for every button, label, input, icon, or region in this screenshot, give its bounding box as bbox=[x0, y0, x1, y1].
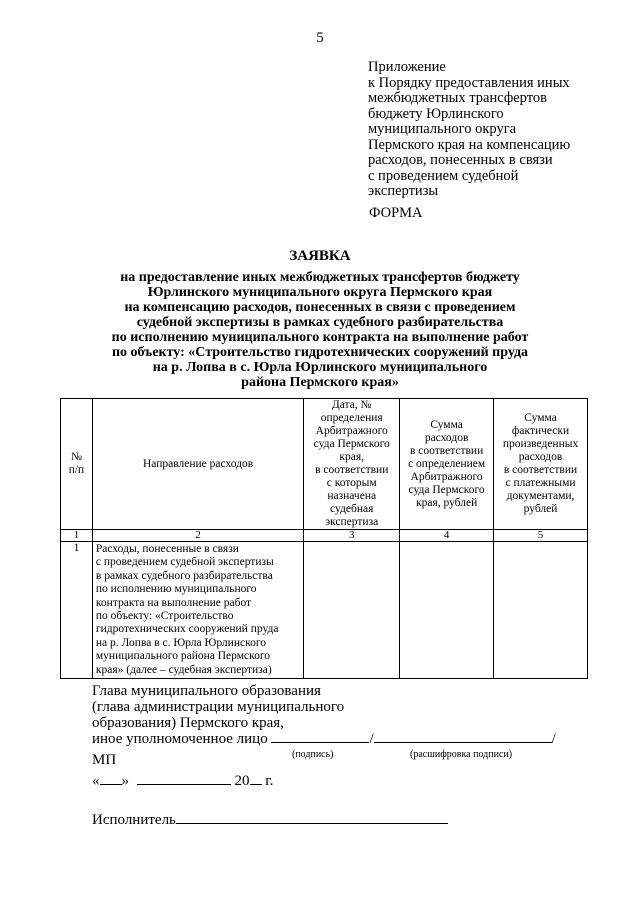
executor-label: Исполнитель bbox=[92, 812, 176, 828]
appendix-line: Приложение bbox=[368, 59, 446, 75]
date-line bbox=[92, 773, 273, 790]
subtitle-line: на р. Лопва в с. Юрла Юрлинского муниципального bbox=[152, 360, 488, 375]
year-field[interactable] bbox=[250, 784, 262, 785]
appendix-line: Пермского края на компенсацию bbox=[368, 136, 571, 153]
row-description: Расходы, понесенные в связи с проведением судебной экспертизы в рамках судебного разбирательства по исполнению муниципального контракта на выполнение работ по объекту: «Строительство гидротехнических сооружений пруда на р. Лопва в с. Юрла Юрлинского муниципального района Пермского края» (далее – судебная экспертиза) bbox=[92, 542, 303, 679]
signer-label: иное уполномоченное лицо bbox=[92, 731, 268, 747]
appendix-line: муниципального округа bbox=[368, 121, 517, 137]
appendix-line: межбюджетных трансфертов bbox=[368, 90, 547, 106]
subtitle-line: на предоставление иных межбюджетных трансфертов бюджету bbox=[120, 270, 520, 285]
signature-line: образования) Пермского края, bbox=[92, 715, 284, 731]
signature-decode-field[interactable] bbox=[374, 742, 552, 743]
row-actual-amount[interactable] bbox=[494, 542, 588, 679]
document-title: ЗАЯВКА bbox=[289, 248, 351, 264]
expense-table bbox=[60, 398, 588, 679]
signature-decode-caption: (расшифровка подписи) bbox=[410, 749, 513, 760]
appendix-line: экспертизы bbox=[368, 183, 439, 199]
row-court-date[interactable] bbox=[304, 542, 400, 679]
row-court-amount[interactable] bbox=[400, 542, 494, 679]
subtitle-line: Юрлинского муниципального округа Пермского края bbox=[147, 285, 493, 300]
appendix-line: с проведением судебной bbox=[368, 167, 519, 184]
form-label: ФОРМА bbox=[369, 205, 423, 221]
header-cell-direction: Направление расходов bbox=[92, 399, 303, 530]
page-number: 5 bbox=[316, 30, 324, 46]
signature-entry-line bbox=[92, 731, 572, 747]
header-cell-actual-amount: Сумма фактически произведенных расходов в соответствии с платежными документами, рублей bbox=[494, 399, 588, 530]
header-cell-court-date: Дата, № определения Арбитражного суда Пермского края, в соответствии с которым назначена судебная экспертиза bbox=[304, 399, 400, 530]
executor-field[interactable] bbox=[176, 823, 448, 824]
table-row bbox=[61, 542, 588, 679]
subtitle-line: по объекту: «Строительство гидротехнических сооружений пруда bbox=[111, 345, 529, 360]
date-close-quote: » bbox=[121, 773, 129, 789]
appendix-line: бюджету Юрлинского bbox=[368, 105, 504, 122]
signature-separator: / bbox=[369, 731, 374, 747]
column-number: 2 bbox=[92, 530, 303, 542]
signature-block bbox=[92, 683, 572, 759]
table-header-row bbox=[61, 399, 588, 530]
appendix-line: расходов, понесенных в связи bbox=[368, 152, 553, 168]
signature-separator: / bbox=[551, 731, 556, 747]
year-prefix: 20 bbox=[234, 773, 250, 789]
column-number: 3 bbox=[304, 530, 400, 542]
month-field[interactable] bbox=[137, 784, 231, 785]
column-number: 1 bbox=[61, 530, 93, 542]
signature-field[interactable] bbox=[271, 742, 369, 743]
signature-line: (глава администрации муниципального bbox=[92, 699, 345, 715]
signature-line: Глава муниципального образования bbox=[92, 683, 321, 699]
subtitle-line: судебной экспертизы в рамках судебного разбирательства bbox=[136, 315, 504, 330]
row-number: 1 bbox=[61, 542, 93, 679]
appendix-note bbox=[368, 60, 608, 200]
appendix-line: к Порядку предоставления иных bbox=[368, 74, 570, 91]
executor-line bbox=[92, 812, 448, 829]
date-open-quote: « bbox=[92, 773, 100, 789]
header-cell-court-amount: Сумма расходов в соответствии с определением Арбитражного суда Пермского края, рублей bbox=[400, 399, 494, 530]
subtitle-line: района Пермского края» bbox=[241, 375, 399, 390]
signature-caption: (подпись) bbox=[292, 749, 334, 760]
day-field[interactable] bbox=[100, 784, 122, 785]
subtitle-line: по исполнению муниципального контракта на выполнение работ bbox=[111, 330, 529, 345]
column-number: 4 bbox=[400, 530, 494, 542]
column-number: 5 bbox=[494, 530, 588, 542]
subtitle-line: на компенсацию расходов, понесенных в связи с проведением bbox=[124, 300, 516, 315]
table-column-numbers-row bbox=[61, 530, 588, 542]
document-subtitle bbox=[60, 270, 580, 390]
stamp-label: МП bbox=[92, 752, 117, 768]
header-cell-number: № п/п bbox=[61, 399, 93, 530]
year-suffix: г. bbox=[265, 773, 274, 789]
